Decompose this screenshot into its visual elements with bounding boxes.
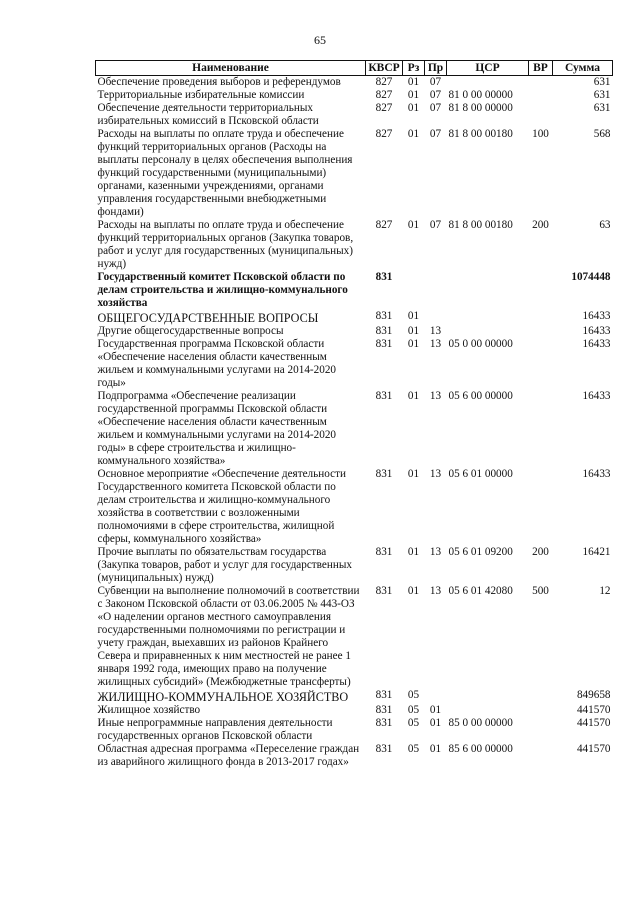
cell-name: ЖИЛИЩНО-КОММУНАЛЬНОЕ ХОЗЯЙСТВО	[97, 690, 349, 704]
cell-pr: 01	[429, 717, 442, 729]
cell-csr: 05 6 01 42080	[448, 585, 513, 597]
cell-vr	[529, 338, 553, 390]
cell-name: Иные непрограммные направления деятельности государственных органов Псковской области	[97, 717, 333, 742]
cell-kvsr: 831	[375, 704, 393, 716]
cell-pr: 07	[429, 219, 442, 231]
cell-pr	[425, 271, 447, 310]
cell-sum: 441570	[576, 717, 611, 729]
cell-csr	[447, 325, 529, 338]
cell-csr: 81 0 00 00000	[448, 89, 513, 101]
cell-csr: 81 8 00 00180	[448, 128, 513, 140]
cell-csr: 05 6 00 00000	[448, 390, 513, 402]
cell-csr: 05 6 01 09200	[448, 546, 513, 558]
column-header-name: Наименование	[96, 61, 366, 76]
cell-sum: 631	[593, 89, 611, 101]
cell-name: Государственный комитет Псковской области по делам строительства и жилищно-коммунального хозяйства	[97, 271, 348, 309]
table-row	[96, 468, 613, 546]
cell-name: Жилищное хозяйство	[97, 704, 201, 716]
cell-vr	[529, 325, 553, 338]
table-row	[96, 390, 613, 468]
cell-vr	[529, 390, 553, 468]
cell-rz: 01	[407, 310, 420, 322]
budget-table	[95, 60, 613, 769]
table-row	[96, 546, 613, 585]
cell-csr: 85 0 00 00000	[448, 717, 513, 729]
cell-name: Обеспечение проведения выборов и референдумов	[97, 76, 341, 88]
cell-rz: 05	[407, 689, 420, 701]
cell-pr: 01	[429, 743, 442, 755]
cell-name: Подпрограмма «Обеспечение реализации государственной программы Псковской области «Обеспечение населения области качественным жильем и коммунальными услугами на 2014-2020 годы» в сфере строительства и жилищно-коммунального хозяйства»	[97, 390, 337, 467]
cell-csr	[447, 310, 529, 325]
table-row	[96, 89, 613, 102]
cell-sum: 849658	[576, 689, 611, 701]
cell-vr: 100	[532, 128, 549, 140]
cell-name: Расходы на выплаты по оплате труда и обеспечение функций территориальных органов (Закупка товаров, работ и услуг для государственных (муниципальных) нужд)	[97, 219, 354, 270]
cell-sum: 63	[599, 219, 611, 231]
cell-name: Обеспечение деятельности территориальных избирательных комиссий в Псковской области	[97, 102, 319, 127]
column-header-csr: ЦСР	[447, 61, 529, 76]
cell-rz: 01	[407, 338, 420, 350]
cell-kvsr: 827	[375, 76, 393, 88]
cell-sum: 16433	[582, 390, 611, 402]
cell-rz: 01	[407, 390, 420, 402]
cell-csr: 85 6 00 00000	[448, 743, 513, 755]
cell-kvsr: 831	[375, 325, 393, 337]
cell-name: Прочие выплаты по обязательствам государства (Закупка товаров, работ и услуг для государственных (муниципальных) нужд)	[97, 546, 352, 584]
cell-kvsr: 831	[375, 546, 393, 558]
cell-kvsr: 827	[375, 89, 393, 101]
cell-pr: 07	[429, 76, 442, 88]
cell-kvsr: 831	[375, 338, 393, 350]
table-row	[96, 219, 613, 271]
table-row	[96, 689, 613, 704]
cell-sum: 16433	[582, 468, 611, 480]
cell-csr: 05 6 01 00000	[448, 468, 513, 480]
cell-kvsr: 827	[375, 219, 393, 231]
table-row	[96, 310, 613, 325]
cell-csr	[447, 689, 529, 704]
cell-rz: 01	[407, 468, 420, 480]
table-row	[96, 76, 613, 90]
page-number: 65	[314, 33, 326, 47]
cell-sum: 631	[593, 102, 611, 114]
cell-kvsr: 827	[375, 128, 393, 140]
cell-sum: 1074448	[571, 271, 611, 283]
cell-rz: 01	[407, 128, 420, 140]
cell-csr	[447, 704, 529, 717]
table-row	[96, 128, 613, 219]
cell-sum: 12	[599, 585, 611, 597]
column-header-rz: Рз	[403, 61, 425, 76]
cell-kvsr: 831	[375, 468, 393, 480]
cell-vr	[529, 310, 553, 325]
cell-pr: 13	[429, 338, 442, 350]
cell-sum: 16433	[582, 338, 611, 350]
table-row	[96, 338, 613, 390]
cell-name: Другие общегосударственные вопросы	[97, 325, 284, 337]
cell-rz: 05	[407, 743, 420, 755]
table-row	[96, 704, 613, 717]
table-body	[96, 76, 613, 770]
cell-vr	[529, 704, 553, 717]
cell-vr	[529, 717, 553, 743]
cell-rz: 05	[407, 704, 420, 716]
cell-rz: 01	[407, 546, 420, 558]
cell-rz: 05	[407, 717, 420, 729]
table-header-row	[96, 61, 613, 76]
cell-sum: 16433	[582, 325, 611, 337]
cell-pr: 13	[429, 468, 442, 480]
cell-kvsr: 831	[375, 743, 393, 755]
cell-rz	[403, 271, 425, 310]
cell-name: Государственная программа Псковской области «Обеспечение населения области качественным жильем и коммунальными услугами на 2014-2020 годы»	[97, 338, 337, 389]
cell-pr: 13	[429, 546, 442, 558]
cell-csr	[447, 76, 529, 90]
cell-vr: 200	[532, 546, 549, 558]
cell-rz: 01	[407, 219, 420, 231]
cell-rz: 01	[407, 585, 420, 597]
cell-vr	[529, 271, 553, 310]
cell-csr	[447, 271, 529, 310]
cell-rz: 01	[407, 89, 420, 101]
cell-pr: 13	[429, 585, 442, 597]
cell-csr: 81 8 00 00180	[448, 219, 513, 231]
cell-pr: 07	[429, 89, 442, 101]
table-row	[96, 585, 613, 689]
cell-sum: 16421	[582, 546, 611, 558]
cell-pr: 13	[429, 325, 442, 337]
cell-name: Расходы на выплаты по оплате труда и обеспечение функций территориальных органов (Расходы на выплаты персоналу в целях обеспечения выполнения функций государственными (муниципальными) органами, казенными учреждениями, органами управления государственными внебюджетными фондами)	[97, 128, 353, 218]
cell-sum: 568	[593, 128, 611, 140]
cell-pr: 01	[429, 704, 442, 716]
cell-kvsr: 831	[375, 271, 393, 283]
cell-sum: 631	[593, 76, 611, 88]
cell-sum: 16433	[582, 310, 611, 322]
table-row	[96, 743, 613, 769]
column-header-vr: ВР	[529, 61, 553, 76]
table-row	[96, 325, 613, 338]
column-header-pr: Пр	[425, 61, 447, 76]
cell-pr: 07	[429, 102, 442, 114]
cell-vr	[529, 468, 553, 546]
table-row	[96, 102, 613, 128]
cell-kvsr: 831	[375, 585, 393, 597]
cell-vr	[529, 89, 553, 102]
cell-pr	[425, 689, 447, 704]
column-header-kvsr: КВСР	[366, 61, 403, 76]
cell-vr: 200	[532, 219, 549, 231]
cell-kvsr: 827	[375, 102, 393, 114]
cell-csr: 05 0 00 00000	[448, 338, 513, 350]
table-row	[96, 271, 613, 310]
cell-name: Субвенции на выполнение полномочий в соответствии с Законом Псковской области от 03.06.2005 № 443-ОЗ «О наделении органов местного самоуправления государственными полномочиями по регистрации и учету граждан, выехавших из районов Крайнего Севера и приравненных к ним местностей не ранее 1 января 1992 года, имеющих право на получение жилищных субсидий» (Межбюджетные трансферты)	[97, 585, 360, 688]
cell-kvsr: 831	[375, 310, 393, 322]
cell-pr: 07	[429, 128, 442, 140]
cell-vr: 500	[532, 585, 549, 597]
cell-rz: 01	[407, 76, 420, 88]
cell-pr: 13	[429, 390, 442, 402]
cell-kvsr: 831	[375, 689, 393, 701]
cell-kvsr: 831	[375, 717, 393, 729]
cell-sum: 441570	[576, 743, 611, 755]
cell-csr: 81 8 00 00000	[448, 102, 513, 114]
cell-name: Основное мероприятие «Обеспечение деятельности Государственного комитета Псковской области по делам строительства и жилищно-коммунального хозяйства в соответствии с возложенными полномочиями в сфере строительства, жилищной сферы, коммунального хозяйства»	[97, 468, 346, 545]
cell-pr	[425, 310, 447, 325]
cell-name: Территориальные избирательные комиссии	[97, 89, 305, 101]
cell-rz: 01	[407, 325, 420, 337]
table-row	[96, 717, 613, 743]
cell-kvsr: 831	[375, 390, 393, 402]
cell-name: Областная адресная программа «Переселение граждан из аварийного жилищного фонда в 2013-2017 годах»	[97, 743, 360, 768]
cell-vr	[529, 76, 553, 90]
cell-name: ОБЩЕГОСУДАРСТВЕННЫЕ ВОПРОСЫ	[97, 311, 319, 325]
cell-vr	[529, 102, 553, 128]
cell-vr	[529, 743, 553, 769]
cell-vr	[529, 689, 553, 704]
column-header-sum: Сумма	[553, 61, 613, 76]
cell-rz: 01	[407, 102, 420, 114]
cell-sum: 441570	[576, 704, 611, 716]
